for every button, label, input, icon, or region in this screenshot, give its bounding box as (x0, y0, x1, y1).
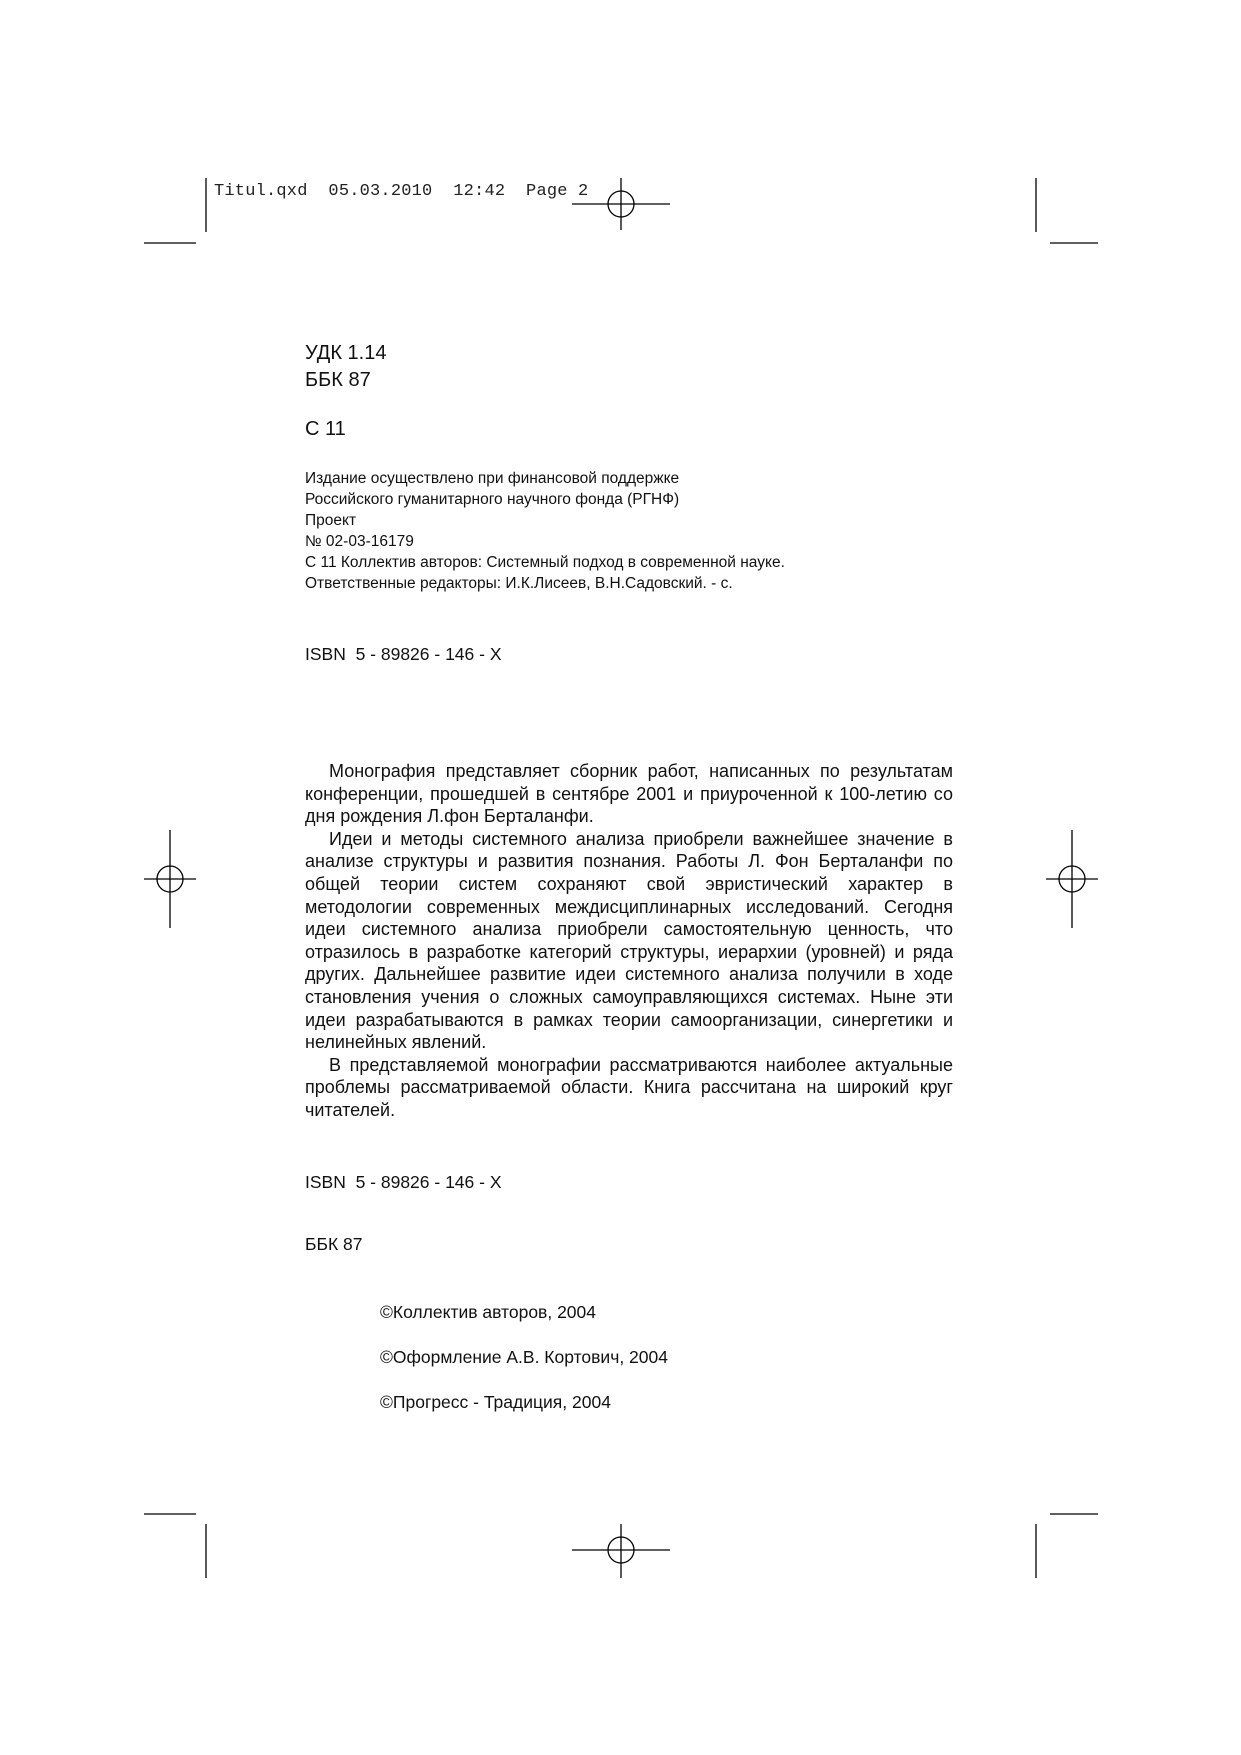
classification-codes (305, 340, 386, 394)
copyright-line: ©Оформление А.В. Кортович, 2004 (380, 1347, 668, 1367)
annotation-paragraph: В представляемой монографии рассматриваются наиболее актуальные проблемы рассматриваемой области. Книга рассчитана на широкий круг читателей. (305, 1054, 953, 1120)
info-line: Российского гуманитарного научного фонда (РГНФ) (305, 491, 680, 508)
isbn-bottom: ISBN 5 - 89826 - 146 - X (305, 1172, 502, 1192)
udk-code: УДК 1.14 (305, 342, 387, 364)
annotation (305, 760, 953, 1122)
publication-info (305, 468, 785, 594)
info-line: Ответственные редакторы: И.К.Лисеев, В.Н.Садовский. - с. (305, 575, 733, 592)
annotation-paragraph: Идеи и методы системного анализа приобрели важнейшее значение в анализе структуры и развития познания. Работы Л. Фон Берталанфи по общей теории систем сохраняют свой эвристический характер в методологии современных междисциплинарных исследований. Сегодня идеи системного анализа приобрели самостоятельную ценность, что отразилось в разработке категорий структуры, иерархии (уровней) и ряда других. Дальнейшее развитие идеи системного анализа получили в ходе становления учения о сложных самоуправляющихся системах. Ныне эти идеи разрабатываются в рамках теории самоорганизации, синергетики и нелинейных явлений. (305, 828, 953, 1053)
bbk-bottom: ББК 87 (305, 1234, 363, 1254)
registration-mark-left (144, 830, 196, 928)
author-sign: С 11 (305, 418, 346, 440)
registration-mark-right (1046, 830, 1098, 928)
copyright-block (380, 1302, 668, 1437)
copyright-line: ©Коллектив авторов, 2004 (380, 1302, 597, 1322)
annotation-paragraph: Монография представляет сборник работ, написанных по результатам конференции, прошедшей в сентябре 2001 и приуроченной к 100-летию со дня рождения Л.фон Берталанфи. (305, 761, 953, 827)
isbn-top: ISBN 5 - 89826 - 146 - X (305, 644, 502, 664)
quark-slug-line: Titul.qxd 05.03.2010 12:42 Page 2 (214, 182, 589, 201)
info-line: С 11 Коллектив авторов: Системный подход в современной науке. (305, 554, 785, 571)
bbk-code: ББК 87 (305, 369, 371, 391)
copyright-line: ©Прогресс - Традиция, 2004 (380, 1392, 611, 1412)
info-line: Проект (305, 512, 357, 529)
info-line: Издание осуществлено при финансовой поддержке (305, 470, 680, 487)
info-line: № 02-03-16179 (305, 533, 414, 550)
registration-mark-bottom (572, 1524, 670, 1578)
